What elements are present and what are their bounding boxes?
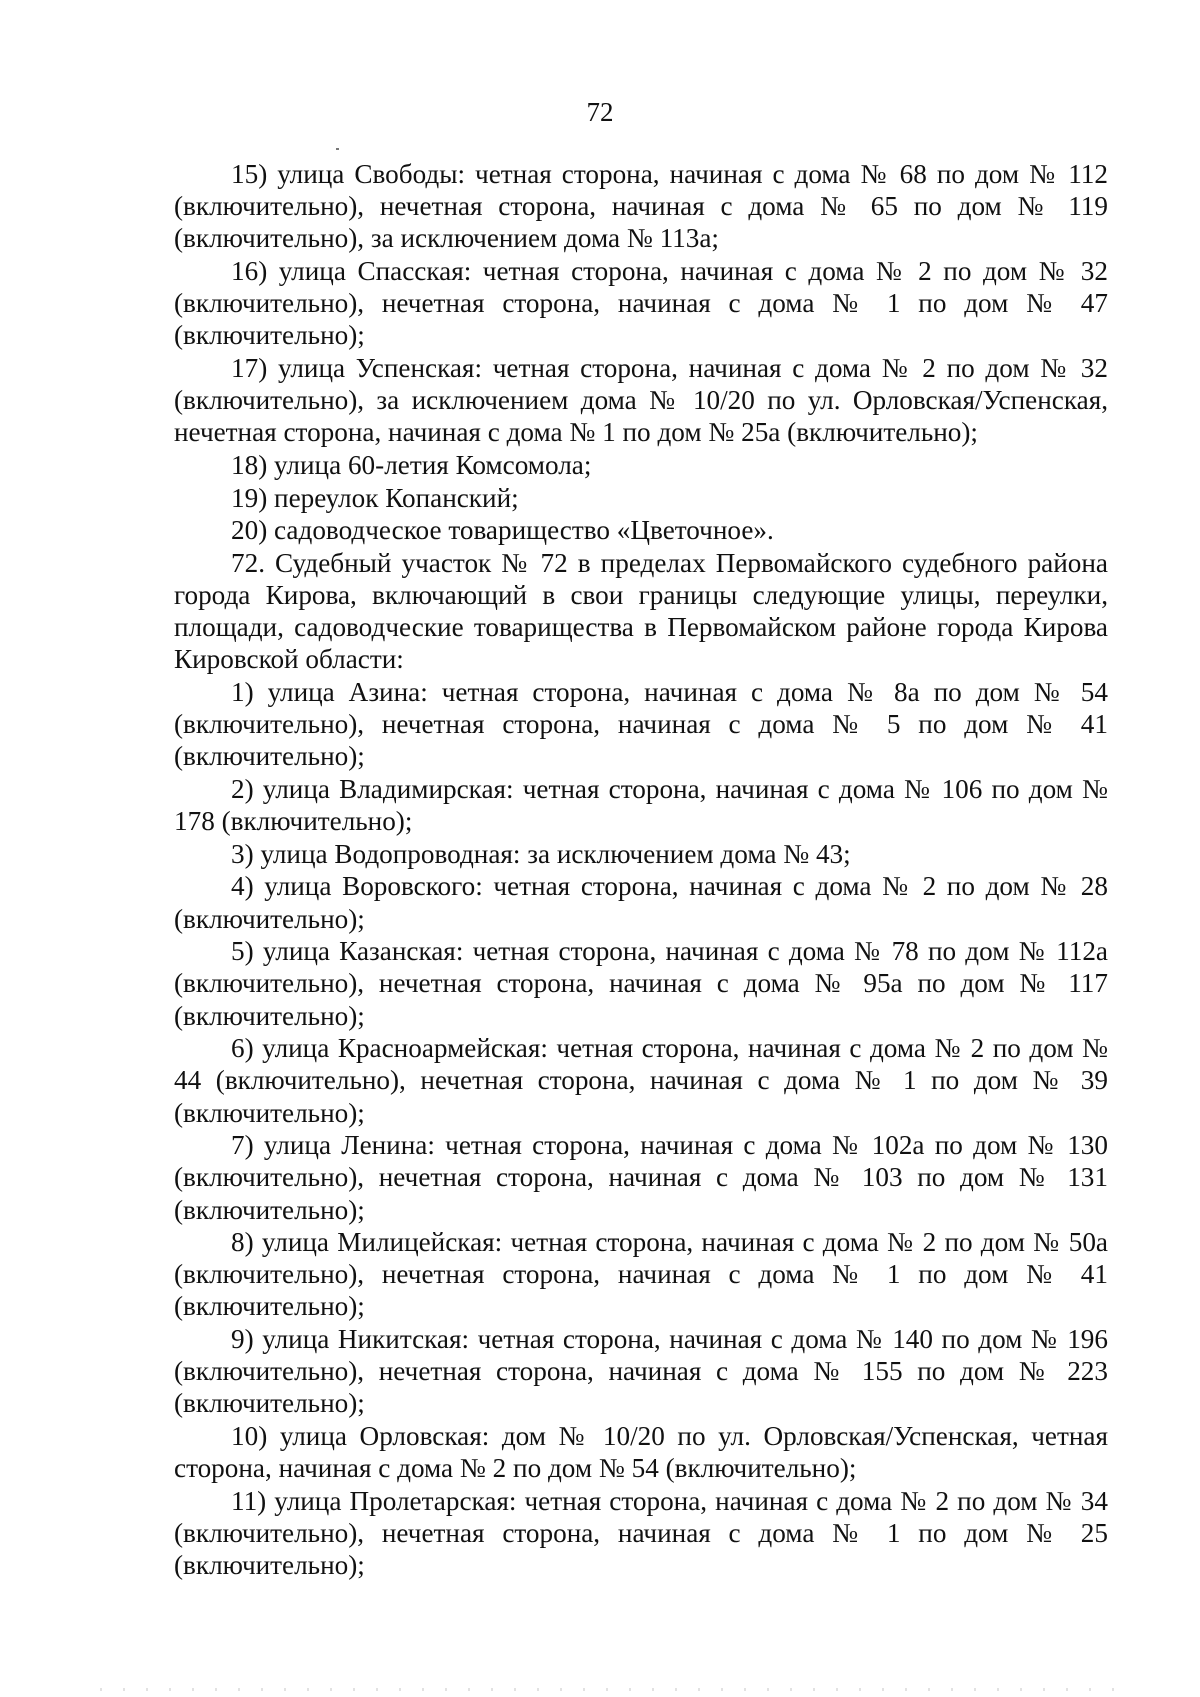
list-item: 11) улица Пролетарская: четная сторона, начиная с дома № 2 по дом № 34 (включительно), нечетная сторона, начиная с дома № 1 по дом № 25 (включительно); — [174, 1485, 1108, 1581]
scan-edge-artifacts — [100, 1688, 1120, 1691]
list-item: 4) улица Воровского: четная сторона, начиная с дома № 2 по дом № 28 (включительно); — [174, 871, 1108, 934]
page-number: 72 — [586, 97, 614, 127]
list-item: 2) улица Владимирская: четная сторона, начиная с дома № 106 по дом № 178 (включительно); — [174, 773, 1108, 837]
list-item: 16) улица Спасская: четная сторона, начиная с дома № 2 по дом № 32 (включительно), нечетная сторона, начиная с дома № 1 по дом № 47 (включительно); — [174, 255, 1108, 351]
list-item: 17) улица Успенская: четная сторона, начиная с дома № 2 по дом № 32 (включительно), за исключением дома № 10/20 по ул. Орловская/Успенская, нечетная сторона, начиная с дома № 1 по дом № 25а (включительно); — [174, 352, 1108, 448]
list-item: 19) переулок Копанский; — [231, 482, 519, 513]
document-body — [174, 158, 1108, 1581]
list-item: 5) улица Казанская: четная сторона, начиная с дома № 78 по дом № 112а (включительно), нечетная сторона, начиная с дома № 95а по дом № 117 (включительно); — [174, 936, 1108, 1031]
section-heading-paragraph: 72. Судебный участок № 72 в пределах Первомайского судебного района города Кирова, включающий в свои границы следующие улицы, переулки, площади, садоводческие товарищества в Первомайском районе города Кирова Кировской области: — [174, 547, 1108, 675]
list-item: 20) садоводческое товарищество «Цветочное». — [231, 515, 774, 546]
list-item: 15) улица Свободы: четная сторона, начиная с дома № 68 по дом № 112 (включительно), нечетная сторона, начиная с дома № 65 по дом № 119 (включительно), за исключением дома № 113а; — [174, 159, 1108, 254]
list-item: 9) улица Никитская: четная сторона, начиная с дома № 140 по дом № 196 (включительно), нечетная сторона, начиная с дома № 155 по дом № 223 (включительно); — [174, 1324, 1108, 1419]
list-item: 6) улица Красноармейская: четная сторона, начиная с дома № 2 по дом № 44 (включительно), нечетная сторона, начиная с дома № 1 по дом № 39 (включительно); — [174, 1033, 1108, 1128]
list-item: 8) улица Милицейская: четная сторона, начиная с дома № 2 по дом № 50а (включительно), нечетная сторона, начиная с дома № 1 по дом № 41 (включительно); — [174, 1227, 1108, 1322]
list-item: 7) улица Ленина: четная сторона, начиная с дома № 102а по дом № 130 (включительно), нечетная сторона, начиная с дома № 103 по дом № 131 (включительно); — [174, 1130, 1108, 1225]
scan-speck — [336, 148, 339, 150]
list-item: 3) улица Водопроводная: за исключением дома № 43; — [231, 838, 851, 869]
list-item: 10) улица Орловская: дом № 10/20 по ул. Орловская/Успенская, четная сторона, начиная с дома № 2 по дом № 54 (включительно); — [174, 1421, 1108, 1484]
list-item: 1) улица Азина: четная сторона, начиная с дома № 8а по дом № 54 (включительно), нечетная сторона, начиная с дома № 5 по дом № 41 (включительно); — [174, 677, 1108, 772]
list-item: 18) улица 60-летия Комсомола; — [231, 449, 592, 480]
